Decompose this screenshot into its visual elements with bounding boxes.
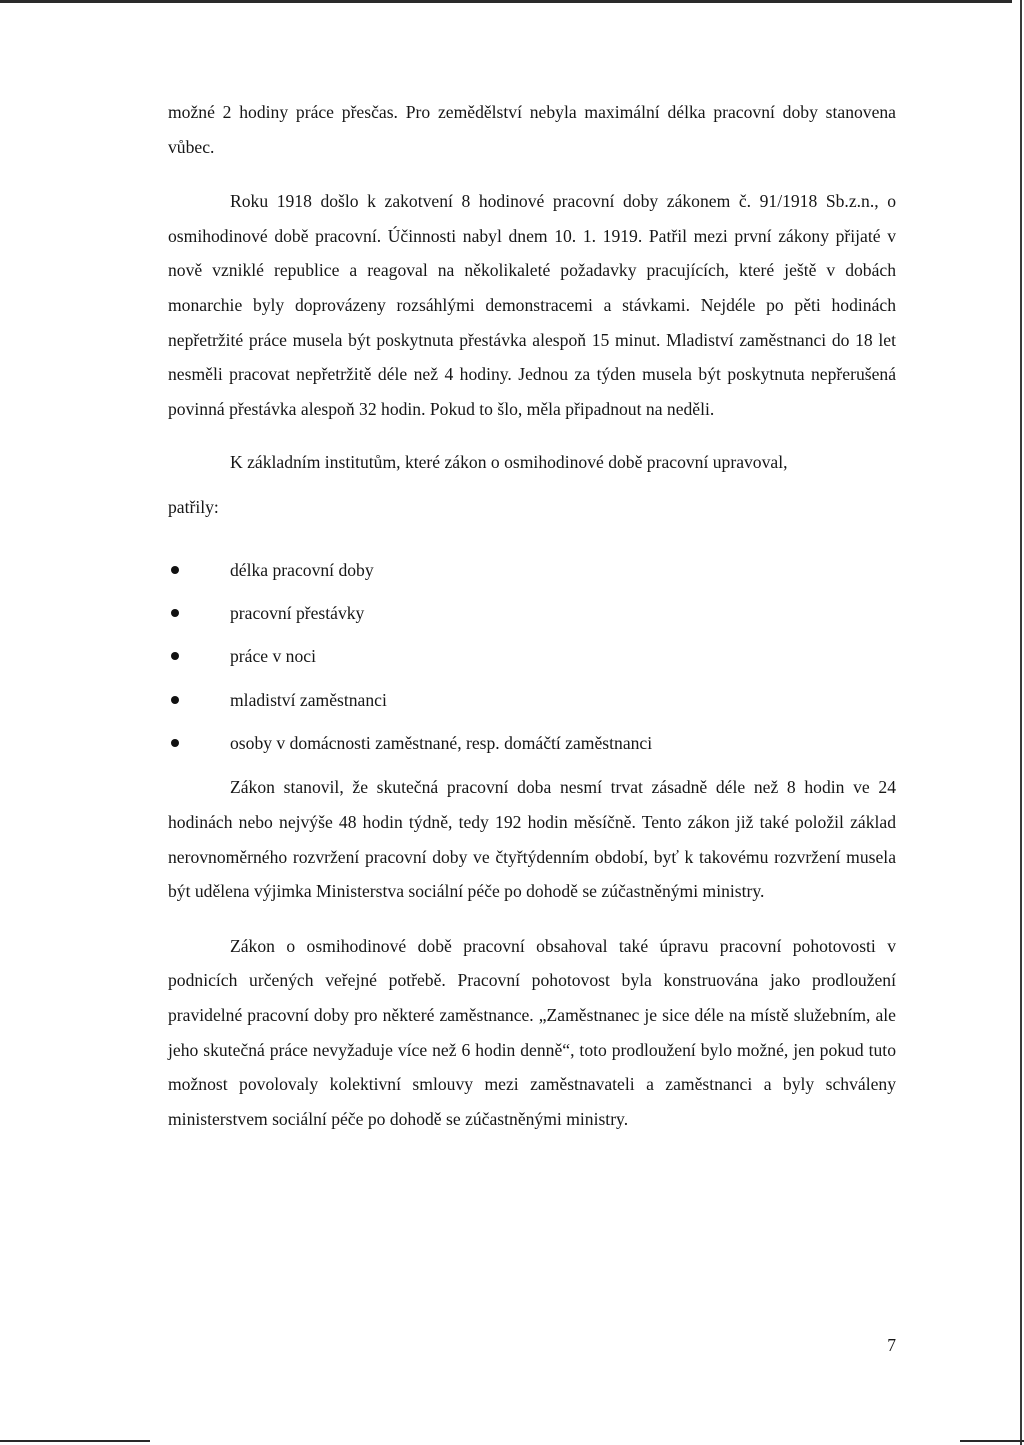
bullet-icon [171, 652, 179, 660]
scan-edge-bottom-right [960, 1440, 1024, 1442]
bullet-icon [171, 566, 179, 574]
paragraph-law-1918: Roku 1918 došlo k zakotvení 8 hodinové pracovní doby zákonem č. 91/1918 Sb.z.n., o osmihodinové době pracovní. Účinnosti nabyl dnem 10. 1. 1919. Patřil mezi první zákony přijaté v nově vzniklé republice a reagoval na několikaleté požadavky pracujících, které ještě v dobách monarchie byly doprovázeny rozsáhlými demonstracemi a stávkami. Nejdéle po pěti hodinách nepřetržité práce musela být poskytnuta přestávka alespoň 15 minut. Mladiství zaměstnanci do 18 let nesměli pracovat nepřetržitě déle než 4 hodiny. Jednou za týden musela být poskytnuta nepřerušená povinná přestávka alespoň 32 hodin. Pokud to šlo, měla připadnout na neděli. [168, 191, 896, 419]
list-item [168, 726, 896, 769]
list-item [168, 683, 896, 726]
scan-edge-right [1020, 0, 1022, 1445]
list-item-text: osoby v domácnosti zaměstnané, resp. domáčtí zaměstnanci [230, 733, 653, 754]
paragraph-working-hours: Zákon stanovil, že skutečná pracovní doba nesmí trvat zásadně déle než 8 hodin ve 24 hodinách nebo nejvýše 48 hodin týdně, tedy 192 hodin měsíčně. Tento zákon již také položil základ nerovnoměrného rozvržení pracovní doby ve čtyřtýdenním období, byť k takovému rozvržení musela být udělena výjimka Ministerstva sociální péče po dohodě se zúčastněnými ministry. [168, 777, 896, 902]
list-item-text: pracovní přestávky [230, 602, 365, 623]
paragraph-institutes-intro: K základním institutům, které zákon o osmihodinové době pracovní upravoval, [230, 452, 788, 473]
paragraph-institutes-label: patřily: [168, 496, 219, 517]
page-number: 7 [887, 1335, 896, 1355]
institutes-list [168, 553, 896, 770]
scan-edge-bottom-left [0, 1440, 150, 1442]
list-item [168, 639, 896, 682]
list-item-text: mladiství zaměstnanci [230, 689, 387, 710]
paragraph-continuation: možné 2 hodiny práce přesčas. Pro zemědělství nebyla maximální délka pracovní doby stanovena vůbec. [168, 102, 896, 157]
list-item-text: délka pracovní doby [230, 559, 374, 580]
bullet-icon [171, 739, 179, 747]
bullet-icon [171, 609, 179, 617]
bullet-icon [171, 696, 179, 704]
list-item-text: práce v noci [230, 646, 316, 667]
list-item [168, 553, 896, 596]
scan-edge-top [0, 0, 1012, 3]
page-body [168, 95, 896, 1136]
paragraph-standby: Zákon o osmihodinové době pracovní obsahoval také úpravu pracovní pohotovosti v podnicích určených veřejné potřebě. Pracovní pohotovost byla konstruována jako prodloužení pravidelné pracovní doby pro některé zaměstnance. „Zaměstnanec je sice déle na místě služebním, ale jeho skutečná práce nevyžaduje více než 6 hodin denně“, toto prodloužení bylo možné, jen pokud tuto možnost povolovaly kolektivní smlouvy mezi zaměstnavateli a zaměstnanci a byly schváleny ministerstvem sociální péče po dohodě se zúčastněnými ministry. [168, 935, 896, 1129]
list-item [168, 596, 896, 639]
